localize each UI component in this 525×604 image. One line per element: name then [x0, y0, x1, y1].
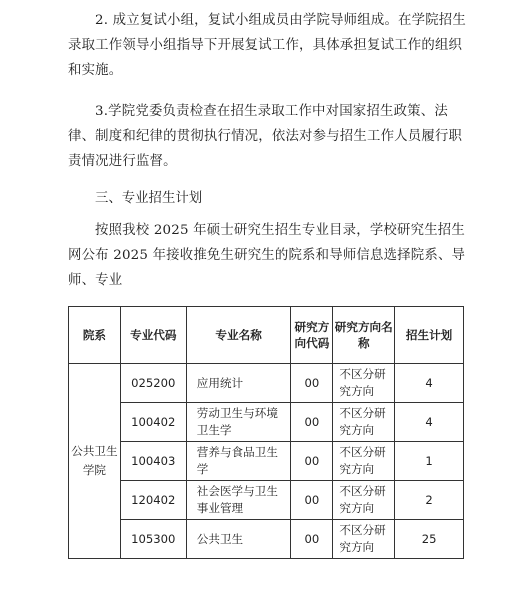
major-name-cell: 营养与食品卫生学 — [186, 442, 291, 481]
major-code-cell: 100403 — [120, 442, 186, 481]
table-row — [69, 403, 464, 442]
major-name-cell: 公共卫生 — [186, 520, 291, 559]
header-dept: 院系 — [69, 307, 121, 364]
direction-name-cell: 不区分研究方向 — [333, 442, 395, 481]
direction-code-cell: 00 — [291, 520, 333, 559]
major-code-cell: 105300 — [120, 520, 186, 559]
major-name-cell: 应用统计 — [186, 364, 291, 403]
direction-name-cell: 不区分研究方向 — [333, 364, 395, 403]
plan-cell: 4 — [395, 403, 464, 442]
header-direction-name: 研究方向名称 — [333, 307, 395, 364]
paragraph-enrollment-catalog: 按照我校 2025 年硕士研究生招生专业目录，学校研究生招生网公布 2025 年接收推免生研究生的院系和导师信息选择院系、导师、专业 — [68, 223, 466, 288]
paragraph-party-supervision: 3.学院党委负责检查在招生录取工作中对国家招生政策、法律、制度和纪律的贯彻执行情况，依法对参与招生工作人员履行职责情况进行监督。 — [68, 104, 463, 169]
direction-code-cell: 00 — [291, 481, 333, 520]
major-code-cell: 100402 — [120, 403, 186, 442]
paragraph-review-group: 2. 成立复试小组，复试小组成员由学院导师组成。在学院招生录取工作领导小组指导下开展复试工作，具体承担复试工作的组织和实施。 — [68, 13, 466, 78]
header-enrollment-plan: 招生计划 — [395, 307, 464, 364]
major-code-cell: 025200 — [120, 364, 186, 403]
table-header-row — [69, 307, 464, 364]
section-heading-enrollment-plan: 三、专业招生计划 — [95, 191, 203, 206]
table-row — [69, 520, 464, 559]
header-major-name: 专业名称 — [186, 307, 291, 364]
direction-name-cell: 不区分研究方向 — [333, 403, 395, 442]
header-major-code: 专业代码 — [120, 307, 186, 364]
enrollment-plan-table — [68, 306, 464, 559]
major-name-cell: 劳动卫生与环境卫生学 — [186, 403, 291, 442]
plan-cell: 4 — [395, 364, 464, 403]
plan-cell: 2 — [395, 481, 464, 520]
direction-code-cell: 00 — [291, 364, 333, 403]
direction-name-cell: 不区分研究方向 — [333, 481, 395, 520]
table-row — [69, 481, 464, 520]
dept-cell: 公共卫生学院 — [69, 364, 121, 559]
direction-code-cell: 00 — [291, 442, 333, 481]
plan-cell: 1 — [395, 442, 464, 481]
table-row — [69, 442, 464, 481]
major-code-cell: 120402 — [120, 481, 186, 520]
table-row — [69, 364, 464, 403]
header-direction-code: 研究方向代码 — [291, 307, 333, 364]
direction-name-cell: 不区分研究方向 — [333, 520, 395, 559]
major-name-cell: 社会医学与卫生事业管理 — [186, 481, 291, 520]
plan-cell: 25 — [395, 520, 464, 559]
direction-code-cell: 00 — [291, 403, 333, 442]
